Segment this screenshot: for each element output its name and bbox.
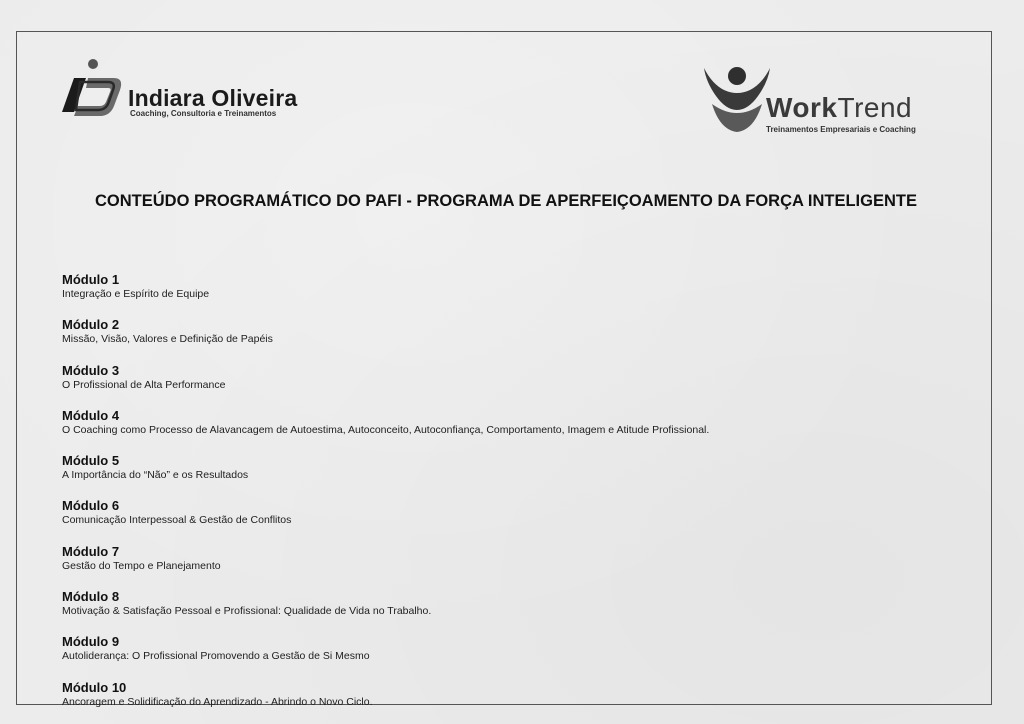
module-item xyxy=(62,408,962,451)
module-item xyxy=(62,680,962,723)
indiara-oliveira-logo xyxy=(62,58,322,124)
logo-right-name-part2: Trend xyxy=(837,92,913,123)
logo-right-name xyxy=(766,92,912,124)
logo-left-tagline: Coaching, Consultoria e Treinamentos xyxy=(130,109,277,118)
module-item xyxy=(62,544,962,587)
module-description: O Profissional de Alta Performance xyxy=(62,378,226,391)
module-name: Módulo 10 xyxy=(62,679,127,695)
module-name: Módulo 1 xyxy=(62,272,120,287)
module-name: Módulo 5 xyxy=(62,453,120,469)
module-name: Módulo 7 xyxy=(62,543,120,559)
module-description: Ancoragem e Solidificação do Aprendizado - Abrindo o Novo Ciclo. xyxy=(62,695,373,708)
logo-right-tagline: Treinamentos Empresariais e Coaching xyxy=(766,125,916,134)
module-description: Comunicação Interpessoal & Gestão de Conflitos xyxy=(62,514,292,527)
module-name: Módulo 3 xyxy=(62,362,120,378)
module-description: Motivação & Satisfação Pessoal e Profissional: Qualidade de Vida no Trabalho. xyxy=(62,605,432,618)
module-description: Missão, Visão, Valores e Definição de Papéis xyxy=(62,333,273,346)
module-item xyxy=(62,634,962,677)
module-item xyxy=(62,317,962,360)
module-item xyxy=(62,363,962,406)
document-title: CONTEÚDO PROGRAMÁTICO DO PAFI - PROGRAMA DE APERFEIÇOAMENTO DA FORÇA INTELIGENTE xyxy=(95,192,917,210)
module-description: Gestão do Tempo e Planejamento xyxy=(62,559,221,572)
module-list xyxy=(62,270,962,723)
logo-left-name: Indiara Oliveira xyxy=(128,85,298,111)
logo-right-name-part1: Work xyxy=(766,92,838,123)
module-name: Módulo 2 xyxy=(62,317,120,333)
module-name: Módulo 6 xyxy=(62,498,120,514)
module-name: Módulo 8 xyxy=(62,589,120,605)
module-description: A Importância do “Não” e os Resultados xyxy=(62,469,249,482)
module-name: Módulo 9 xyxy=(62,634,120,650)
module-item xyxy=(62,589,962,632)
module-name: Módulo 4 xyxy=(62,407,120,423)
io-monogram-icon xyxy=(62,58,126,124)
module-description: O Coaching como Processo de Alavancagem de Autoestima, Autoconceito, Autoconfiança, Comportamento, Imagem e Atitude Profissional. xyxy=(62,423,710,436)
worktrend-logo xyxy=(702,60,952,140)
module-description: Autoliderança: O Profissional Promovendo a Gestão de Si Mesmo xyxy=(62,650,370,663)
module-item xyxy=(62,453,962,496)
module-item xyxy=(62,272,962,315)
person-raised-arms-icon xyxy=(702,60,772,140)
module-description: Integração e Espírito de Equipe xyxy=(62,288,210,300)
module-item xyxy=(62,498,962,541)
